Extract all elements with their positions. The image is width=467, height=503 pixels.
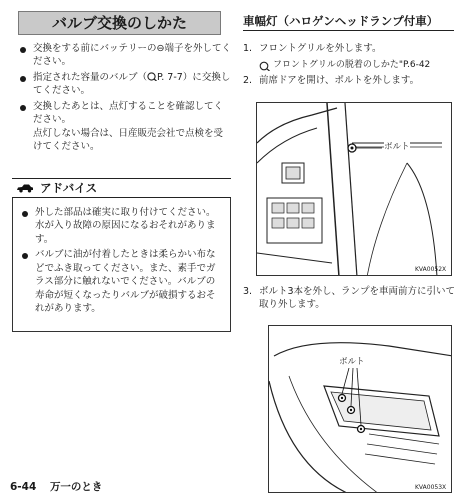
step-number: 2. <box>243 75 253 87</box>
bullet-text: 交換したあとは、点灯することを確認してください。 <box>33 100 224 126</box>
section-title: バルブ交換のしかた <box>18 11 221 35</box>
ref-text: フロントグリルの脱着のしかた" <box>273 60 403 71</box>
list-item <box>20 206 223 246</box>
step-number: 1. <box>243 43 253 54</box>
cross-reference[interactable] <box>259 59 458 72</box>
page-ref-icon <box>259 61 270 71</box>
door-bolt-illustration <box>257 103 452 276</box>
bullet-icon <box>20 105 26 111</box>
lamp-bolts-illustration <box>269 326 452 493</box>
step-item <box>243 74 458 87</box>
page-ref-icon <box>147 72 157 81</box>
car-icon <box>16 183 34 193</box>
advice-text: バルブに油が付着したときは柔らかい布などでふき取ってください。また、素手でガラス部分に触れないでください。バルブの寿命が短くなったりバルブが破損するおそれがあります。 <box>35 249 216 315</box>
step-text: フロントグリルを外します。 <box>259 43 382 54</box>
step-number: 3. <box>243 286 253 297</box>
step-text: 前席ドアを開け、ボルトを外します。 <box>259 75 420 87</box>
step-item <box>243 285 458 312</box>
figure-code: KVA0053X <box>415 484 447 491</box>
bolt-callout: ボルト <box>384 142 410 152</box>
subsection-title: 車幅灯（ハロゲンヘッドランプ付車） <box>243 13 454 31</box>
page-number: 6-44 <box>10 481 37 493</box>
list-item <box>18 71 231 98</box>
step-item <box>243 42 458 72</box>
advice-heading <box>12 178 231 198</box>
bullet-subtext: 点灯しない場合は、日産販売会社で点検を受けてください。 <box>33 127 224 153</box>
bullet-icon <box>22 253 28 259</box>
section-name: 万一のとき <box>49 481 103 493</box>
step-list <box>243 285 458 312</box>
bullet-text-tail: ）に交換してください。 <box>33 71 231 97</box>
bolt-callout: ボルト <box>339 357 365 367</box>
advice-title: アドバイス <box>40 180 98 195</box>
page-ref[interactable]: P. 7-7 <box>157 71 183 83</box>
bullet-text: 交換をする前にバッテリーの⊖端子を外してください。 <box>33 43 231 68</box>
step-list <box>243 42 458 90</box>
step-text: ボルト3本を外し、ランプを車両前方に引いて取り外します。 <box>259 286 456 311</box>
bullet-icon <box>20 47 26 53</box>
page-footer <box>10 480 112 495</box>
advice-box <box>12 198 231 332</box>
bullet-icon <box>22 211 28 217</box>
figure-lamp-bolts <box>268 325 452 493</box>
list-item <box>20 248 223 315</box>
list-item <box>18 100 231 154</box>
bullet-text: 指定された容量のバルブ（ <box>33 71 148 83</box>
figure-door-bolt <box>256 102 452 276</box>
list-item <box>18 42 231 69</box>
bullet-icon <box>20 76 26 82</box>
advice-text: 外した部品は確実に取り付けてください。水が入り故障の原因になるおそれがあります。 <box>35 207 216 245</box>
ref-page: P.6-42 <box>402 60 431 71</box>
instruction-list <box>18 42 231 156</box>
figure-code: KVA0052X <box>415 266 447 273</box>
